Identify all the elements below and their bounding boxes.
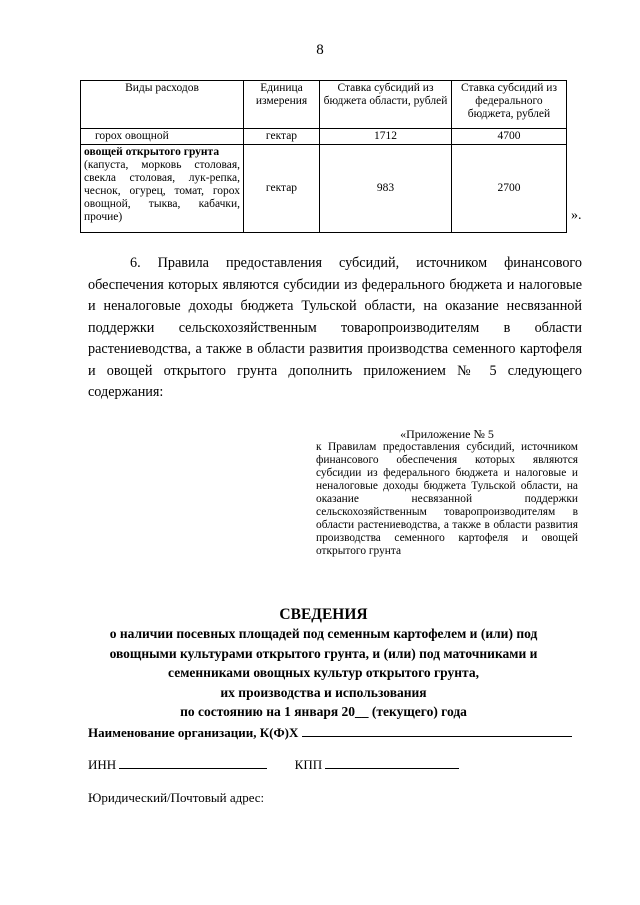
row-expense-name: горох овощной (81, 129, 244, 145)
heading-line: семенниками овощных культур открытого грунта, (168, 665, 479, 680)
table-row (81, 145, 567, 233)
heading-title: СВЕДЕНИЯ (279, 606, 368, 623)
row-federal-rate: 2700 (452, 145, 567, 233)
table-header-row (81, 81, 567, 129)
heading-line: по состоянию на 1 января 20__ (текущего) года (180, 704, 467, 719)
row-expense-name (81, 145, 244, 233)
address-label: Юридический/Почтовый адрес: (88, 790, 265, 805)
row-federal-rate: 4700 (452, 129, 567, 145)
row-unit: гектар (244, 129, 320, 145)
header-expense-type: Виды расходов (81, 81, 244, 129)
row-expense-name-details: (капуста, морковь столовая, свекла столовая, лук-репка, чеснок, огурец, томат, горох овощной, тыква, кабачки, прочие) (84, 159, 240, 223)
table-row (81, 129, 567, 145)
header-federal-rate: Ставка субсидий из федерального бюджета, рублей (452, 81, 567, 129)
page-number: 8 (316, 42, 324, 58)
row-unit: гектар (244, 145, 320, 233)
closing-quote: ». (571, 208, 582, 223)
amendment-paragraph: 6. Правила предоставления субсидий, источником финансового обеспечения которых являются субсидии из федерального бюджета и налоговые и неналоговые доходы бюджета Тульской области, на оказание несвязанной поддержки сельскохозяйственным товаропроизводителям в области растениеводства, а также в области развития производства семенного картофеля и овощей открытого грунта дополнить приложением № 5 следующего содержания: (88, 255, 582, 400)
org-name-field[interactable] (302, 724, 572, 737)
form-heading (80, 605, 567, 722)
appendix-block (316, 428, 578, 558)
org-name-line (88, 724, 572, 741)
heading-line: о наличии посевных площадей под семенным картофелем и (или) под (109, 626, 538, 641)
kpp-label: КПП (294, 757, 323, 772)
subsidy-rates-table (80, 80, 567, 233)
header-unit: Единица измерения (244, 81, 320, 129)
org-name-label: Наименование организации, К(Ф)Х (88, 725, 299, 740)
inn-label: ИНН (88, 757, 117, 772)
row-expense-name-bold: овощей открытого грунта (84, 146, 220, 158)
appendix-text: к Правилам предоставления субсидий, источником финансового обеспечения которых являются субсидии из федерального бюджета и налоговые и неналоговые доходы бюджета Тульской области, на оказание несвязанной поддержки сельскохозяйственным товаропроизводителям в области растениеводства, а также в области развития производства семенного картофеля и овощей открытого грунта (316, 441, 578, 557)
header-regional-rate: Ставка субсидий из бюджета области, рублей (320, 81, 452, 129)
row-regional-rate: 983 (320, 145, 452, 233)
row-regional-rate: 1712 (320, 129, 452, 145)
appendix-title: «Приложение № 5 (400, 427, 494, 441)
inn-field[interactable] (119, 756, 267, 769)
heading-line: овощными культурами открытого грунта, и (или) под маточниками и (109, 645, 538, 661)
inn-kpp-line (88, 756, 459, 773)
heading-line: их производства и использования (220, 684, 427, 700)
kpp-field[interactable] (325, 756, 459, 769)
address-line (88, 790, 264, 806)
